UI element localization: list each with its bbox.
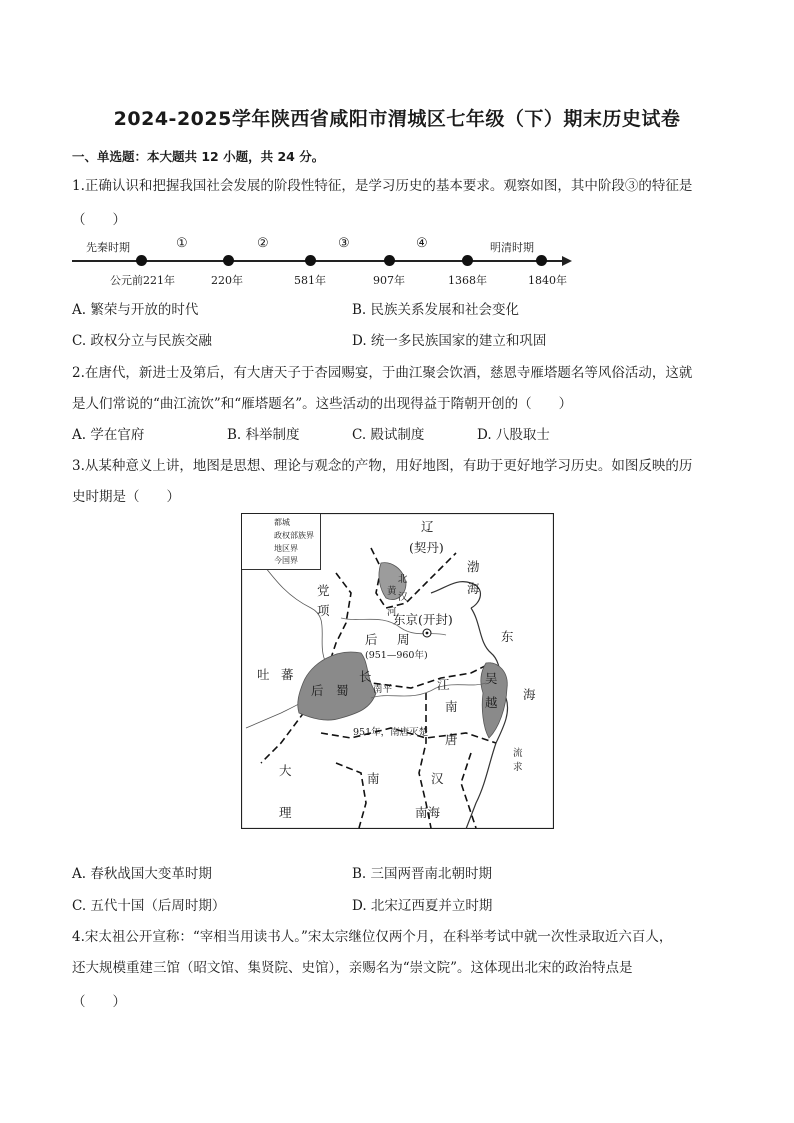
timeline-dot <box>223 255 234 266</box>
legend-capital: 都城 <box>274 518 290 527</box>
q1-option-d[interactable]: D. 统一多民族国家的建立和巩固 <box>352 333 547 349</box>
q3-option-c[interactable]: C. 五代十国（后周时期） <box>72 898 226 914</box>
section-heading: 一、单选题：本大题共 12 小题，共 24 分。 <box>72 149 325 164</box>
q3-stem-line1: 3.从某种意义上讲，地图是思想、理论与观念的产物，用好地图，有助于更好地学习历史。如图反映的历 <box>72 458 693 474</box>
q3-option-d[interactable]: D. 北宋辽西夏并立时期 <box>352 898 493 914</box>
map-label-nanping: 南平 <box>373 684 393 695</box>
q3-historical-map <box>241 513 554 829</box>
timeline-stage-2: ② <box>257 236 269 251</box>
map-label-huang: 黄 <box>387 586 397 597</box>
timeline-year: 1368年 <box>448 274 487 287</box>
map-label-qidan: (契丹) <box>409 540 444 555</box>
map-label-note-951: 951年，南唐灭楚 <box>353 727 429 738</box>
legend-modern-border: 今国界 <box>274 556 298 565</box>
map-label-li: 理 <box>279 805 292 820</box>
timeline-dot <box>384 255 395 266</box>
timeline-dot <box>305 255 316 266</box>
q4-stem-line2: 还大规模重建三馆（昭文馆、集贤院、史馆），亲赐名为“崇文院”。这体现出北宋的政治特点是 <box>72 960 633 976</box>
map-legend <box>242 514 321 570</box>
timeline-year: 1840年 <box>528 274 567 287</box>
map-label-bei: 北 <box>398 574 408 585</box>
timeline-end-label: 明清时期 <box>490 241 534 254</box>
q3-option-a[interactable]: A. 春秋战国大变革时期 <box>72 866 212 882</box>
map-label-hai: 海 <box>523 687 536 702</box>
q1-option-a[interactable]: A. 繁荣与开放的时代 <box>72 302 199 318</box>
map-label-da: 大 <box>279 763 292 778</box>
map-label-tang: 唐 <box>445 732 458 747</box>
q2-stem-line1: 2.在唐代，新进士及第后，有大唐天子于杏园赐宴，于曲江聚会饮酒，慈恩寺雁塔题名等风俗活动，这就 <box>72 365 693 381</box>
map-label-chang: 长 <box>359 669 372 684</box>
timeline-year: 907年 <box>373 274 405 287</box>
legend-region-border: 地区界 <box>274 544 298 553</box>
q1-timeline <box>72 232 592 292</box>
map-label-wuyue-2: 越 <box>485 695 498 710</box>
map-label-nan: 南 <box>367 771 380 786</box>
map-label-he: 河 <box>387 607 397 618</box>
q1-answer-paren: （ ） <box>72 212 126 228</box>
map-label-nanhai: 南海 <box>415 805 441 820</box>
map-label-bohai: 渤 <box>467 559 480 574</box>
q2-option-c[interactable]: C. 殿试制度 <box>352 427 425 443</box>
map-label-xiang: 项 <box>317 603 330 618</box>
q1-option-c[interactable]: C. 政权分立与民族交融 <box>72 333 212 349</box>
timeline-stage-4: ④ <box>416 236 428 251</box>
map-label-nanhan: 汉 <box>431 771 444 786</box>
map-label-zhou: 周 <box>397 632 410 647</box>
q1-option-b[interactable]: B. 民族关系发展和社会变化 <box>352 302 520 318</box>
map-label-wuyue-1: 吴 <box>485 671 498 686</box>
map-label-jiangnan: 南 <box>445 699 458 714</box>
q2-stem-line2: 是人们常说的“曲江流饮”和“雁塔题名”。这些活动的出现得益于隋朝开创的（ ） <box>72 396 573 412</box>
map-label-tubo-2: 蕃 <box>281 667 294 682</box>
map-label-dong: 东 <box>501 629 514 644</box>
timeline-start-label: 先秦时期 <box>86 241 130 254</box>
q3-option-b[interactable]: B. 三国两晋南北朝时期 <box>352 866 493 882</box>
q3-stem-line2: 史时期是（ ） <box>72 489 180 505</box>
map-label-hou: 后 <box>365 632 378 647</box>
map-label-jiang: 江 <box>437 677 450 692</box>
timeline-arrowhead <box>562 256 572 266</box>
q2-option-b[interactable]: B. 科举制度 <box>227 427 300 443</box>
map-label-dongjing: 东京(开封) <box>393 612 453 627</box>
map-label-zhou-years: (951—960年) <box>365 650 428 661</box>
legend-regime-border: 政权部族界 <box>274 531 314 540</box>
timeline-stage-3: ③ <box>338 236 350 251</box>
map-label-liao: 辽 <box>421 519 434 534</box>
timeline-dot <box>462 255 473 266</box>
q2-option-a[interactable]: A. 学在官府 <box>72 427 145 443</box>
timeline-year: 220年 <box>211 274 243 287</box>
timeline-dot <box>136 255 147 266</box>
map-label-liuqiu: 流 求 <box>513 748 523 773</box>
timeline-year: 公元前221年 <box>110 274 175 287</box>
q1-stem-line1: 1.正确认识和把握我国社会发展的阶段性特征，是学习历史的基本要求。观察如图，其中阶段③的特征是 <box>72 178 693 194</box>
q4-answer-paren: （ ） <box>72 994 126 1010</box>
map-label-dang: 党 <box>317 583 330 598</box>
q4-stem-line1: 4.宋太祖公开宣称：“宰相当用读书人。”宋太宗继位仅两个月，在科举考试中就一次性录取近六百人， <box>72 929 673 945</box>
q2-option-d[interactable]: D. 八股取士 <box>477 427 550 443</box>
timeline-dot <box>536 255 547 266</box>
timeline-year: 581年 <box>294 274 326 287</box>
page-title: 2024-2025学年陕西省咸阳市渭城区七年级（下）期末历史试卷 <box>113 108 681 130</box>
map-label-houshu: 后 蜀 <box>311 683 349 698</box>
map-label-bohai-2: 海 <box>467 581 480 596</box>
map-label-han: 汉 <box>398 592 408 603</box>
timeline-stage-1: ① <box>176 236 188 251</box>
map-label-tubo-1: 吐 <box>257 667 270 682</box>
